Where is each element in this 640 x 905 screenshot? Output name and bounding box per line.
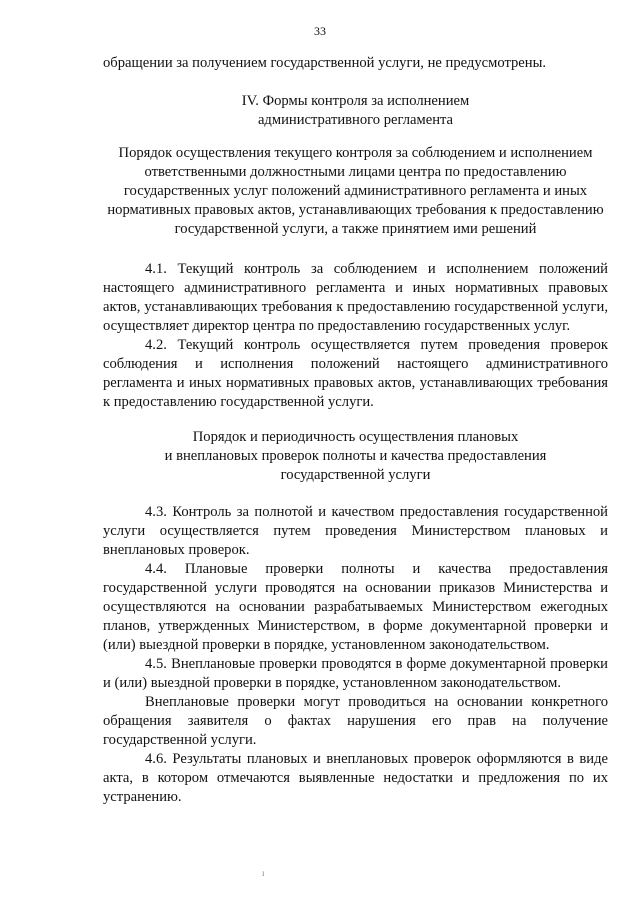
subsection-title-line1: Порядок и периодичность осуществления плановых [192, 429, 519, 445]
subsection-title-line2: и внеплановых проверок полноты и качества предоставления [164, 448, 547, 464]
section-title [103, 92, 608, 130]
paragraph-unscheduled-basis: Внеплановые проверки могут проводиться на основании конкретного обращения заявителя о фактах нарушения его прав на получение государственной услуги. [103, 694, 608, 748]
paragraph-4-5: 4.5. Внеплановые проверки проводятся в форме документарной проверки и (или) выездной проверки в порядке, установленном законодательством. [103, 656, 608, 691]
paragraph-4-1: 4.1. Текущий контроль за соблюдением и исполнением положений настоящего административного регламента и иных нормативных правовых актов, устанавливающих требования к предоставлению государственной услуги, осуществляет директор центра по предоставлению государственных услуг. [103, 261, 608, 334]
subsection-title-inspections [103, 428, 608, 485]
document-body [103, 54, 608, 807]
footer-mark: ı [262, 868, 265, 878]
paragraph-4-2: 4.2. Текущий контроль осуществляется путем проведения проверок соблюдения и исполнения положений настоящего административного регламента и иных нормативных правовых актов, устанавливающих требования к предоставлению государственной услуги. [103, 337, 608, 410]
continuation-text: обращении за получением государственной услуги, не предусмотрены. [103, 55, 547, 71]
page-number: 33 [314, 24, 326, 38]
subsection-title-line3: государственной услуги [280, 467, 431, 483]
paragraph-4-4: 4.4. Плановые проверки полноты и качества предоставления государственной услуги проводятся на основании приказов Министерства и осуществляются на основании разрабатываемых Министерством ежегодных планов, утвержденных Министерством, в форме документарной проверки и (или) выездной проверки в порядке, установленном законодательством. [103, 561, 608, 653]
paragraph-4-6: 4.6. Результаты плановых и внеплановых проверок оформляются в виде акта, в котором отмечаются выявленные недостатки и предложения по их устранению. [103, 751, 608, 805]
paragraph-4-3: 4.3. Контроль за полнотой и качеством предоставления государственной услуги осуществляется путем проведения Министерством плановых и внеплановых проверок. [103, 504, 608, 558]
subsection-title-current-control: Порядок осуществления текущего контроля за соблюдением и исполнением ответственными должностными лицами центра по предоставлению государственных услуг положений административного регламента и иных нормативных правовых актов, устанавливающих требования к предоставлению государственной услуги, а также принятием ими решений [107, 145, 604, 237]
section-title-line1: IV. Формы контроля за исполнением [241, 93, 470, 109]
section-title-line2: административного регламента [257, 112, 454, 128]
